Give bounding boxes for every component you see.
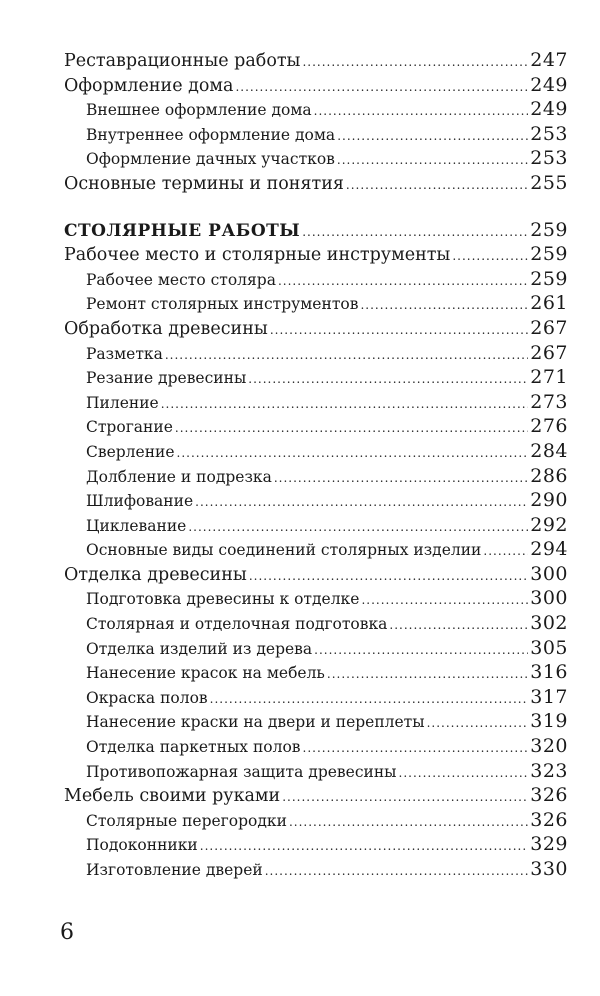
toc-entry-page: 292 bbox=[530, 513, 568, 536]
toc-entry-title: Разметка bbox=[86, 344, 163, 363]
toc-entry bbox=[64, 660, 568, 685]
toc-entry-page: 271 bbox=[530, 366, 568, 389]
toc-entry bbox=[64, 414, 568, 439]
dot-leader bbox=[314, 638, 528, 663]
toc-entry-page: 316 bbox=[530, 661, 568, 684]
toc-entry bbox=[64, 832, 568, 857]
toc-entry-title: Нанесение краски на двери и переплеты bbox=[86, 713, 425, 732]
toc-entry-title: Оформление дома bbox=[64, 75, 234, 96]
toc-entry-page: 329 bbox=[530, 833, 568, 856]
table-of-contents bbox=[64, 48, 568, 882]
toc-entry-page: 253 bbox=[530, 147, 568, 170]
toc-entry-page: 326 bbox=[530, 808, 568, 831]
toc-entry-title: Противопожарная защита древесины bbox=[86, 762, 397, 781]
toc-entry bbox=[64, 291, 568, 316]
toc-entry-title: Рабочее место и столярные инструменты bbox=[64, 245, 451, 266]
toc-entry-title: Основные виды соединений столярных изделии bbox=[86, 541, 482, 560]
toc-entry-page: 273 bbox=[530, 390, 568, 413]
toc-entry bbox=[64, 122, 568, 147]
toc-entry-page: 305 bbox=[530, 636, 568, 659]
toc-entry bbox=[64, 636, 568, 661]
dot-leader bbox=[188, 515, 528, 540]
toc-entry-title: Отделка древесины bbox=[64, 564, 247, 585]
toc-entry-title: Обработка древесины bbox=[64, 318, 268, 339]
toc-entry-title: Внутреннее оформление дома bbox=[86, 125, 336, 144]
dot-leader bbox=[248, 367, 528, 392]
toc-entry-title: Нанесение красок на мебель bbox=[86, 664, 325, 683]
toc-entry bbox=[64, 783, 568, 808]
toc-entry-title: Реставрационные работы bbox=[64, 51, 301, 71]
toc-entry bbox=[64, 808, 568, 833]
dot-leader bbox=[337, 124, 528, 149]
toc-entry-page: 259 bbox=[530, 267, 568, 290]
dot-leader bbox=[270, 318, 528, 343]
dot-leader bbox=[177, 441, 529, 466]
toc-entry-title: Долбление и подрезка bbox=[86, 467, 272, 486]
toc-entry bbox=[64, 464, 568, 489]
dot-leader bbox=[337, 148, 528, 173]
toc-entry bbox=[64, 611, 568, 636]
toc-entry-page: 261 bbox=[530, 292, 568, 315]
toc-entry-title: СТОЛЯРНЫЕ РАБОТЫ bbox=[64, 220, 301, 241]
dot-leader bbox=[200, 834, 528, 859]
toc-entry bbox=[64, 365, 568, 390]
toc-entry-title: Основные термины и понятия bbox=[64, 173, 344, 194]
dot-leader bbox=[175, 416, 528, 441]
dot-leader bbox=[274, 466, 528, 491]
dot-leader bbox=[210, 687, 529, 712]
dot-leader bbox=[346, 173, 528, 198]
dot-leader bbox=[427, 711, 529, 736]
dot-leader bbox=[314, 99, 529, 124]
toc-entry bbox=[64, 586, 568, 611]
toc-entry-page: 267 bbox=[530, 316, 568, 339]
toc-entry-page: 259 bbox=[530, 218, 568, 241]
toc-entry-title: Мебель своими руками bbox=[64, 786, 281, 807]
toc-entry bbox=[64, 857, 568, 882]
dot-leader bbox=[303, 736, 529, 761]
toc-entry-title: Сверление bbox=[86, 442, 175, 461]
dot-leader bbox=[327, 662, 528, 687]
toc-entry bbox=[64, 242, 568, 267]
toc-entry-title: Окраска полов bbox=[86, 688, 208, 707]
toc-entry-page: 320 bbox=[530, 735, 568, 758]
toc-entry-title: Ремонт столярных инструментов bbox=[86, 295, 359, 314]
dot-leader bbox=[235, 75, 528, 100]
toc-entry-page: 253 bbox=[530, 122, 568, 145]
toc-entry-page: 276 bbox=[530, 415, 568, 438]
toc-entry-title: Отделка изделий из дерева bbox=[86, 639, 313, 658]
toc-entry bbox=[64, 513, 568, 538]
dot-leader bbox=[302, 50, 528, 75]
dot-leader bbox=[249, 564, 528, 589]
toc-entry-page: 259 bbox=[530, 243, 568, 266]
dot-leader bbox=[361, 588, 528, 613]
toc-entry-title: Циклевание bbox=[86, 516, 187, 535]
toc-entry-title: Подоконники bbox=[86, 836, 198, 855]
toc-entry-title: Шлифование bbox=[86, 492, 194, 511]
toc-section-heading bbox=[64, 218, 568, 243]
toc-entry-page: 294 bbox=[530, 538, 568, 561]
toc-entry bbox=[64, 488, 568, 513]
toc-entry bbox=[64, 48, 568, 73]
toc-entry-page: 286 bbox=[530, 464, 568, 487]
toc-entry-page: 330 bbox=[530, 858, 568, 880]
toc-entry bbox=[64, 685, 568, 710]
toc-entry-page: 317 bbox=[530, 685, 568, 708]
dot-leader bbox=[265, 859, 529, 884]
toc-entry-page: 300 bbox=[530, 587, 568, 610]
toc-entry-title: Пиление bbox=[86, 393, 159, 412]
dot-leader bbox=[389, 613, 528, 638]
dot-leader bbox=[289, 810, 528, 835]
toc-entry bbox=[64, 439, 568, 464]
toc-entry-page: 290 bbox=[530, 489, 568, 512]
toc-entry bbox=[64, 562, 568, 587]
toc-entry bbox=[64, 709, 568, 734]
toc-entry-page: 319 bbox=[530, 710, 568, 733]
dot-leader bbox=[195, 490, 528, 515]
toc-entry bbox=[64, 146, 568, 171]
toc-entry-page: 284 bbox=[530, 439, 568, 462]
toc-entry bbox=[64, 171, 568, 196]
page-number: 6 bbox=[60, 920, 74, 945]
toc-entry-title: Рабочее место столяра bbox=[86, 270, 276, 289]
toc-entry-page: 326 bbox=[530, 784, 568, 807]
toc-entry bbox=[64, 390, 568, 415]
toc-entry-title: Подготовка древесины к отделке bbox=[86, 590, 360, 609]
dot-leader bbox=[360, 293, 528, 318]
toc-entry-page: 247 bbox=[530, 49, 568, 71]
toc-entry-title: Отделка паркетных полов bbox=[86, 738, 301, 757]
dot-leader bbox=[483, 539, 528, 564]
toc-entry-page: 300 bbox=[530, 562, 568, 585]
toc-entry-page: 249 bbox=[530, 73, 568, 96]
toc-entry-title: Столярные перегородки bbox=[86, 811, 287, 830]
toc-entry-title: Изготовление дверей bbox=[86, 861, 263, 879]
dot-leader bbox=[165, 343, 528, 368]
toc-entry bbox=[64, 97, 568, 122]
dot-leader bbox=[302, 220, 528, 245]
dot-leader bbox=[278, 269, 528, 294]
toc-entry-page: 323 bbox=[530, 759, 568, 782]
toc-entry bbox=[64, 267, 568, 292]
dot-leader bbox=[452, 244, 528, 269]
toc-entry-title: Столярная и отделочная подготовка bbox=[86, 615, 388, 634]
toc-entry bbox=[64, 734, 568, 759]
toc-entry bbox=[64, 341, 568, 366]
toc-entry-title: Внешнее оформление дома bbox=[86, 101, 312, 120]
toc-entry-page: 302 bbox=[530, 612, 568, 635]
toc-entry bbox=[64, 537, 568, 562]
dot-leader bbox=[161, 392, 529, 417]
toc-entry-page: 267 bbox=[530, 341, 568, 364]
toc-entry-title: Резание древесины bbox=[86, 369, 247, 388]
toc-entry-title: Строгание bbox=[86, 418, 173, 437]
toc-entry-page: 255 bbox=[530, 171, 568, 194]
toc-entry bbox=[64, 316, 568, 341]
toc-entry-title: Оформление дачных участков bbox=[86, 150, 335, 169]
dot-leader bbox=[282, 785, 528, 810]
toc-entry-page: 249 bbox=[530, 98, 568, 121]
toc-entry bbox=[64, 759, 568, 784]
toc-entry bbox=[64, 73, 568, 98]
dot-leader bbox=[399, 761, 529, 786]
